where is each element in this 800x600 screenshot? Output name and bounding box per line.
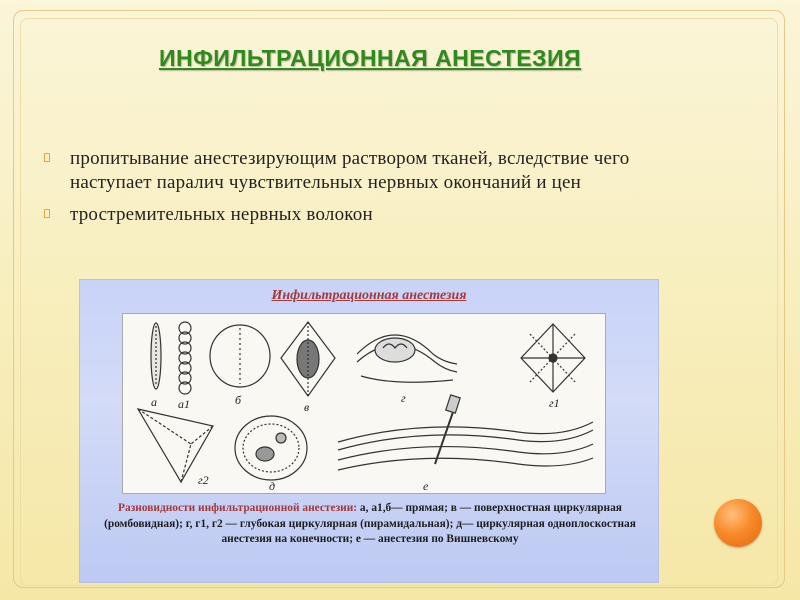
bullet-text: тростремительных нервных волокон xyxy=(70,204,373,225)
bullet-item xyxy=(44,203,684,227)
label-b: б xyxy=(235,393,242,407)
label-g: г xyxy=(401,391,406,405)
bullet-text: пропитывание анестезирующим раствором тканей, вследствие чего наступает паралич чувствительных нервных окончаний и цен xyxy=(70,148,630,193)
bullet-marker-icon xyxy=(44,209,50,218)
variant-a-drawing xyxy=(151,323,161,389)
figure-caption-lead: Разновидности инфильтрационной анестезии: xyxy=(118,502,358,514)
label-a: а xyxy=(151,395,157,409)
variant-g1-drawing xyxy=(521,324,585,392)
bullet-item xyxy=(44,147,684,195)
label-a1: а1 xyxy=(178,397,190,411)
figure-title: Инфильтрационная анестезия xyxy=(271,288,467,303)
variant-d-drawing xyxy=(235,416,307,480)
figure-caption xyxy=(100,501,640,548)
slide-title: ИНФИЛЬТРАЦИОННАЯ АНЕСТЕЗИЯ xyxy=(158,45,582,71)
variant-a1-drawing xyxy=(179,322,191,394)
figure-caption-text: а, а1,б— прямая; в — поверхностная циркулярная (ромбовидная); г, г1, г2 — глубокая циркулярная (пирамидальная); д— циркулярная одноплоскостная анестезия на конечности; е — анестезия по Вишневскому xyxy=(104,502,636,545)
decorative-orange-circle-icon xyxy=(714,499,762,547)
bullet-marker-icon xyxy=(44,153,50,162)
bullet-list xyxy=(44,147,684,227)
variant-b-drawing xyxy=(210,325,270,387)
label-g1: г1 xyxy=(549,396,560,410)
label-g2: г2 xyxy=(198,473,209,487)
label-v: в xyxy=(304,400,310,414)
figure-illustration xyxy=(122,313,606,494)
anesthesia-figure xyxy=(80,280,658,582)
variant-g-drawing xyxy=(357,335,457,382)
label-d: д xyxy=(269,479,276,493)
variant-g2-drawing xyxy=(138,409,213,482)
anesthesia-variants-illustration xyxy=(123,314,605,493)
label-e: е xyxy=(423,479,429,493)
variant-v-drawing xyxy=(281,322,335,396)
